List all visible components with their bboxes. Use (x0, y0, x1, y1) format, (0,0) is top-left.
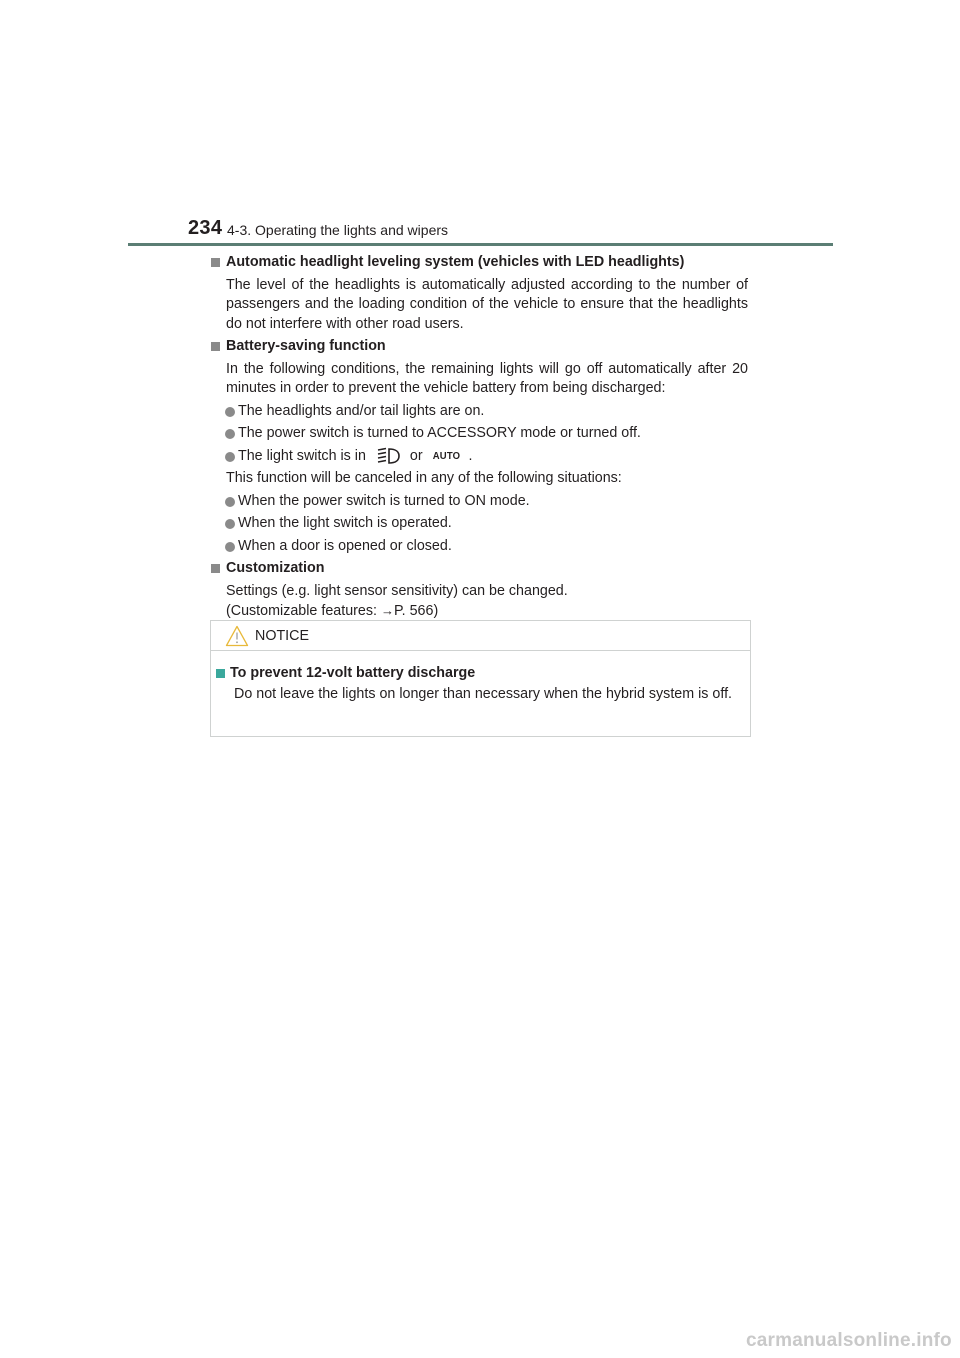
round-bullet-icon (225, 497, 235, 507)
section-heading-battery-saving (211, 337, 748, 357)
list-item-text: The light switch is in (238, 447, 366, 464)
page-content (211, 253, 748, 625)
square-bullet-icon (211, 564, 220, 573)
notice-header (211, 621, 750, 651)
list-item (211, 424, 748, 444)
section-title: 4-3. Operating the lights and wipers (227, 222, 449, 238)
list-item-text: The power switch is turned to ACCESSORY mode or turned off. (238, 425, 641, 441)
list-item-text: When the power switch is turned to ON mode. (238, 492, 530, 509)
page-header (188, 215, 833, 247)
heading-text: Battery-saving function (226, 338, 386, 354)
page-number: 234 (188, 217, 223, 239)
notice-body (211, 651, 750, 704)
header-rule (128, 243, 833, 246)
auto-icon: AUTO (432, 450, 460, 462)
page-reference-link[interactable]: P. 566) (393, 603, 439, 619)
ref-prefix: (Customizable features: (226, 603, 381, 619)
round-bullet-icon (225, 429, 235, 439)
period-text: . (468, 447, 473, 464)
heading-text: Customization (226, 560, 325, 576)
list-item (211, 447, 748, 467)
round-bullet-icon (225, 407, 235, 417)
customization-text (211, 582, 748, 622)
notice-title-text: To prevent 12-volt battery discharge (230, 665, 476, 681)
heading-text: Automatic headlight leveling system (vehicles with LED headlights) (226, 254, 685, 270)
list-item (211, 537, 748, 557)
notice-title (215, 664, 742, 684)
cancel-intro: This function will be canceled in any of the following situations: (226, 470, 622, 486)
round-bullet-icon (225, 452, 235, 462)
list-item-text: The headlights and/or tail lights are on. (238, 402, 485, 419)
headlight-icon (374, 447, 402, 465)
customization-line: Settings (e.g. light sensor sensitivity) can be changed. (226, 582, 568, 599)
square-bullet-icon (211, 258, 220, 267)
notice-box (210, 620, 751, 737)
round-bullet-icon (225, 542, 235, 552)
notice-label: NOTICE (255, 628, 310, 644)
list-item-text: When the light switch is operated. (238, 515, 452, 531)
round-bullet-icon (225, 519, 235, 529)
battery-saving-intro: In the following conditions, the remaining lights will go off automatically after 20 minutes in order to prevent the vehicle battery from being discharged: (226, 360, 748, 396)
watermark: carmanualsonline.info (746, 1330, 952, 1351)
leveling-text: The level of the headlights is automatically adjusted according to the number of passengers and the loading condition of the vehicle to ensure that the headlights do not interfere with other road users. (226, 276, 748, 332)
notice-text: Do not leave the lights on longer than necessary when the hybrid system is off. (234, 685, 733, 702)
list-item-text: When a door is opened or closed. (238, 537, 452, 554)
list-item (211, 514, 748, 534)
list-item (211, 492, 748, 512)
or-text: or (409, 447, 423, 464)
square-bullet-icon (216, 669, 225, 678)
warning-triangle-icon (225, 625, 249, 647)
list-item (211, 402, 748, 422)
square-bullet-icon (211, 342, 220, 351)
section-heading-leveling (211, 253, 748, 273)
arrow-icon: → (380, 603, 394, 618)
section-heading-customization (211, 559, 748, 579)
